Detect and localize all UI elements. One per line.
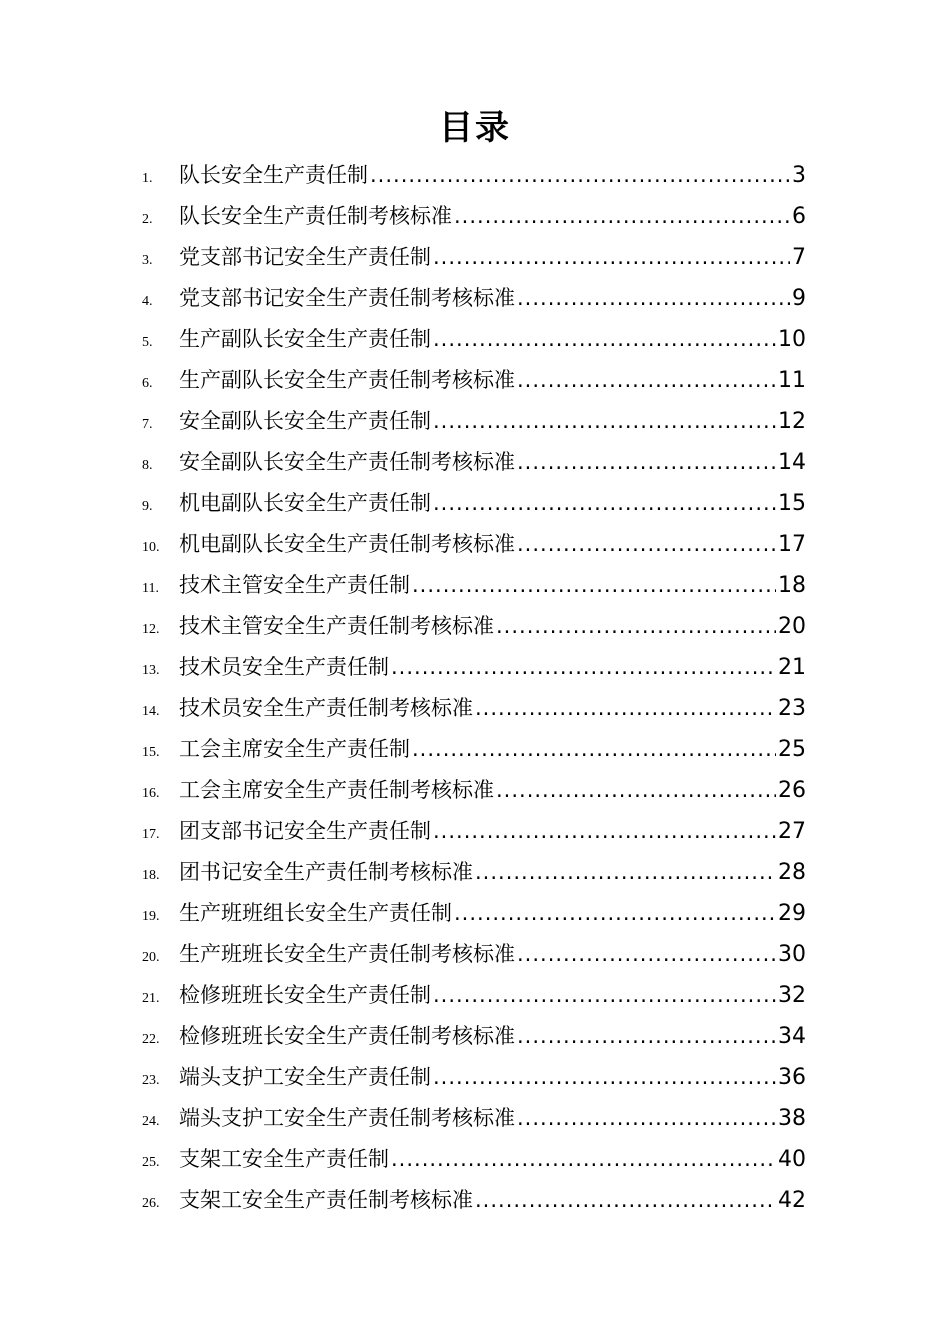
toc-entry-page-number: 29 bbox=[778, 901, 806, 926]
toc-dot-leader bbox=[454, 893, 776, 934]
toc-dot-leader bbox=[517, 1098, 776, 1139]
toc-entry[interactable] bbox=[142, 278, 806, 319]
toc-entry[interactable] bbox=[142, 606, 806, 647]
toc-entry[interactable] bbox=[142, 1057, 806, 1098]
toc-entry[interactable] bbox=[142, 565, 806, 606]
toc-entry[interactable] bbox=[142, 975, 806, 1016]
toc-entry-number: 25. bbox=[142, 1155, 160, 1170]
toc-entry-title: 端头支护工安全生产责任制 bbox=[179, 1065, 431, 1089]
toc-entry-number: 21. bbox=[142, 991, 160, 1006]
toc-dot-leader bbox=[475, 852, 776, 893]
toc-entry-page-number: 15 bbox=[778, 491, 806, 516]
toc-entry-page-number: 26 bbox=[778, 778, 806, 803]
toc-entry-title: 安全副队长安全生产责任制考核标准 bbox=[179, 450, 515, 474]
toc-entry-page-number: 18 bbox=[778, 573, 806, 598]
toc-entry-title: 工会主席安全生产责任制考核标准 bbox=[179, 778, 494, 802]
toc-entry-number: 4. bbox=[142, 294, 153, 309]
toc-entry-title: 党支部书记安全生产责任制考核标准 bbox=[179, 286, 515, 310]
toc-entry-number: 5. bbox=[142, 335, 153, 350]
toc-entry-page-number: 30 bbox=[778, 942, 806, 967]
toc-entry-page-number: 11 bbox=[778, 368, 806, 393]
toc-entry-title: 检修班班长安全生产责任制考核标准 bbox=[179, 1024, 515, 1048]
toc-dot-leader bbox=[433, 483, 776, 524]
toc-entry[interactable] bbox=[142, 729, 806, 770]
toc-entry-number: 1. bbox=[142, 171, 153, 186]
toc-entry[interactable] bbox=[142, 688, 806, 729]
toc-entry-page-number: 34 bbox=[778, 1024, 806, 1049]
toc-entry-page-number: 9 bbox=[792, 286, 806, 311]
toc-entry[interactable] bbox=[142, 360, 806, 401]
toc-entry-title: 技术员安全生产责任制 bbox=[179, 655, 389, 679]
toc-entry[interactable] bbox=[142, 647, 806, 688]
toc-entry-page-number: 20 bbox=[778, 614, 806, 639]
toc-entry-page-number: 14 bbox=[778, 450, 806, 475]
toc-entry[interactable] bbox=[142, 483, 806, 524]
toc-dot-leader bbox=[433, 1057, 776, 1098]
toc-entry-number: 2. bbox=[142, 212, 153, 227]
toc-dot-leader bbox=[412, 565, 776, 606]
toc-dot-leader bbox=[391, 647, 776, 688]
toc-entry-number: 7. bbox=[142, 417, 153, 432]
toc-dot-leader bbox=[433, 811, 776, 852]
toc-entry-number: 23. bbox=[142, 1073, 160, 1088]
toc-entry-page-number: 21 bbox=[778, 655, 806, 680]
toc-entry-page-number: 23 bbox=[778, 696, 806, 721]
toc-entry-number: 19. bbox=[142, 909, 160, 924]
toc-entry-page-number: 38 bbox=[778, 1106, 806, 1131]
toc-entry[interactable] bbox=[142, 1016, 806, 1057]
toc-entry-number: 13. bbox=[142, 663, 160, 678]
toc-entry-title: 生产班班组长安全生产责任制 bbox=[179, 901, 452, 925]
toc-entry[interactable] bbox=[142, 852, 806, 893]
toc-dot-leader bbox=[475, 1180, 776, 1221]
toc-entry[interactable] bbox=[142, 811, 806, 852]
toc-entry-page-number: 32 bbox=[778, 983, 806, 1008]
toc-entry[interactable] bbox=[142, 237, 806, 278]
toc-entry-title: 技术员安全生产责任制考核标准 bbox=[179, 696, 473, 720]
toc-entry-number: 16. bbox=[142, 786, 160, 801]
toc-entry[interactable] bbox=[142, 319, 806, 360]
toc-entry-title: 技术主管安全生产责任制考核标准 bbox=[179, 614, 494, 638]
toc-entry-number: 26. bbox=[142, 1196, 160, 1211]
toc-entry-number: 17. bbox=[142, 827, 160, 842]
toc-entry-number: 14. bbox=[142, 704, 160, 719]
toc-entry[interactable] bbox=[142, 155, 806, 196]
toc-entry-number: 10. bbox=[142, 540, 160, 555]
toc-entry-number: 20. bbox=[142, 950, 160, 965]
toc-dot-leader bbox=[517, 360, 776, 401]
toc-entry-title: 检修班班长安全生产责任制 bbox=[179, 983, 431, 1007]
toc-dot-leader bbox=[433, 319, 776, 360]
toc-entry[interactable] bbox=[142, 934, 806, 975]
toc-dot-leader bbox=[517, 278, 790, 319]
toc-entry[interactable] bbox=[142, 770, 806, 811]
toc-entry-title: 安全副队长安全生产责任制 bbox=[179, 409, 431, 433]
toc-entry-number: 15. bbox=[142, 745, 160, 760]
toc-dot-leader bbox=[496, 606, 776, 647]
toc-entry-title: 机电副队长安全生产责任制考核标准 bbox=[179, 532, 515, 556]
toc-entry-page-number: 40 bbox=[778, 1147, 806, 1172]
toc-dot-leader bbox=[517, 442, 776, 483]
toc-entry-number: 12. bbox=[142, 622, 160, 637]
toc-entry[interactable] bbox=[142, 401, 806, 442]
toc-entry-title: 技术主管安全生产责任制 bbox=[179, 573, 410, 597]
toc-entry[interactable] bbox=[142, 196, 806, 237]
toc-entry-title: 团书记安全生产责任制考核标准 bbox=[179, 860, 473, 884]
toc-entry-number: 18. bbox=[142, 868, 160, 883]
toc-entry[interactable] bbox=[142, 1180, 806, 1221]
toc-entry-number: 9. bbox=[142, 499, 153, 514]
toc-entry[interactable] bbox=[142, 1098, 806, 1139]
toc-entry-title: 支架工安全生产责任制 bbox=[179, 1147, 389, 1171]
toc-entry-title: 端头支护工安全生产责任制考核标准 bbox=[179, 1106, 515, 1130]
toc-entry-page-number: 28 bbox=[778, 860, 806, 885]
toc-entry-title: 团支部书记安全生产责任制 bbox=[179, 819, 431, 843]
toc-entry-number: 3. bbox=[142, 253, 153, 268]
toc-entry-title: 机电副队长安全生产责任制 bbox=[179, 491, 431, 515]
table-of-contents bbox=[142, 155, 806, 1221]
toc-dot-leader bbox=[412, 729, 776, 770]
toc-entry[interactable] bbox=[142, 893, 806, 934]
toc-entry-page-number: 7 bbox=[792, 245, 806, 270]
toc-dot-leader bbox=[496, 770, 776, 811]
toc-dot-leader bbox=[517, 524, 776, 565]
toc-dot-leader bbox=[370, 155, 790, 196]
toc-dot-leader bbox=[517, 934, 776, 975]
toc-entry-title: 生产副队长安全生产责任制 bbox=[179, 327, 431, 351]
toc-entry[interactable] bbox=[142, 442, 806, 483]
toc-entry-page-number: 36 bbox=[778, 1065, 806, 1090]
toc-entry-page-number: 6 bbox=[792, 204, 806, 229]
toc-dot-leader bbox=[454, 196, 790, 237]
toc-entry-page-number: 42 bbox=[778, 1188, 806, 1213]
toc-dot-leader bbox=[391, 1139, 776, 1180]
toc-entry-page-number: 27 bbox=[778, 819, 806, 844]
toc-entry-page-number: 10 bbox=[778, 327, 806, 352]
toc-dot-leader bbox=[433, 401, 776, 442]
toc-title: 目录 bbox=[439, 108, 511, 148]
toc-entry[interactable] bbox=[142, 1139, 806, 1180]
toc-dot-leader bbox=[517, 1016, 776, 1057]
toc-entry-title: 队长安全生产责任制 bbox=[179, 163, 368, 187]
toc-entry-title: 工会主席安全生产责任制 bbox=[179, 737, 410, 761]
toc-entry-page-number: 3 bbox=[792, 163, 806, 188]
toc-entry-page-number: 12 bbox=[778, 409, 806, 434]
toc-entry-number: 11. bbox=[142, 581, 159, 596]
toc-entry-title: 生产副队长安全生产责任制考核标准 bbox=[179, 368, 515, 392]
toc-entry-page-number: 25 bbox=[778, 737, 806, 762]
toc-entry-title: 支架工安全生产责任制考核标准 bbox=[179, 1188, 473, 1212]
toc-entry-number: 22. bbox=[142, 1032, 160, 1047]
toc-entry-title: 队长安全生产责任制考核标准 bbox=[179, 204, 452, 228]
toc-entry-number: 24. bbox=[142, 1114, 160, 1129]
toc-dot-leader bbox=[475, 688, 776, 729]
toc-entry-number: 8. bbox=[142, 458, 153, 473]
toc-dot-leader bbox=[433, 975, 776, 1016]
toc-entry-title: 党支部书记安全生产责任制 bbox=[179, 245, 431, 269]
toc-entry-title: 生产班班长安全生产责任制考核标准 bbox=[179, 942, 515, 966]
toc-entry-page-number: 17 bbox=[778, 532, 806, 557]
toc-dot-leader bbox=[433, 237, 790, 278]
toc-entry-number: 6. bbox=[142, 376, 153, 391]
toc-entry[interactable] bbox=[142, 524, 806, 565]
